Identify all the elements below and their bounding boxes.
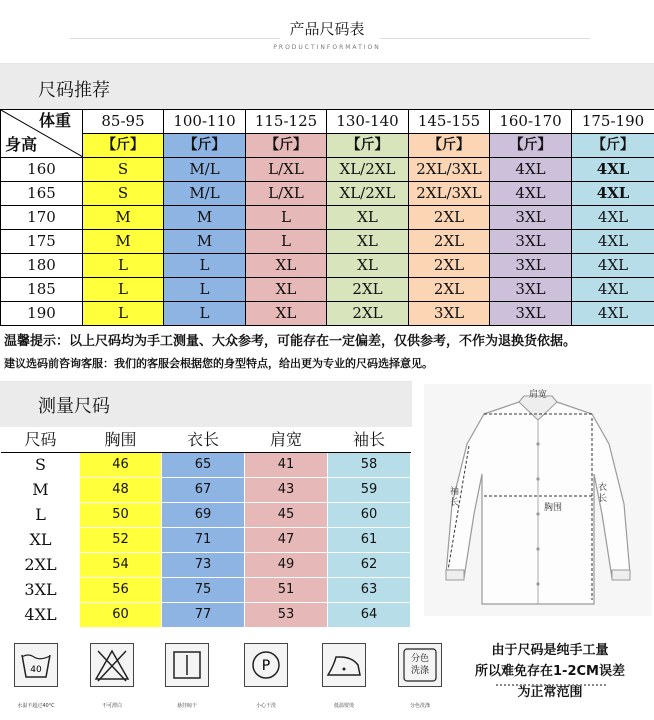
measure-value-cell: 67 [162, 478, 245, 503]
size-cell: 2XL [409, 278, 490, 302]
weight-range-header: 160-170 [490, 110, 572, 134]
measure-value-cell: 71 [162, 528, 245, 553]
weight-range-header: 115-125 [246, 110, 327, 134]
size-cell: M/L [164, 182, 246, 206]
size-cell: 3XL [490, 230, 572, 254]
measure-value-cell: 56 [80, 578, 162, 603]
unit-jin-header: 【斤】 [246, 134, 327, 158]
care-label: 不可漂白 [101, 703, 122, 709]
height-cell: 160 [1, 158, 83, 182]
dry-clean-p-icon [244, 643, 288, 687]
measure-value-cell: 49 [245, 553, 328, 578]
measure-value-cell: 59 [328, 478, 411, 503]
measure-size-cell: S [2, 453, 80, 478]
table-row [1, 182, 654, 206]
care-label: 悬挂晾干 [176, 703, 197, 709]
size-cell: L [164, 278, 246, 302]
measure-size-cell: L [2, 503, 80, 528]
table-row [2, 528, 411, 553]
corner-height-label: 身高 [5, 135, 38, 154]
table-row [2, 478, 411, 503]
size-cell: 3XL [490, 278, 572, 302]
height-cell: 185 [1, 278, 83, 302]
unit-jin-header: 【斤】 [164, 134, 246, 158]
size-cell: 2XL [409, 206, 490, 230]
measure-value-cell: 65 [162, 453, 245, 478]
page-title: 产品尺码表 [289, 20, 365, 38]
measure-header: 肩宽 [245, 428, 328, 453]
size-cell: L [83, 302, 164, 326]
care-label: 小心干洗 [255, 703, 276, 709]
measure-value-cell: 51 [245, 578, 328, 603]
size-cell: 2XL [409, 254, 490, 278]
size-cell: 2XL [327, 278, 409, 302]
measure-value-cell: 60 [80, 603, 162, 628]
weight-range-header: 100-110 [164, 110, 246, 134]
size-cell: XL [327, 206, 409, 230]
measure-value-cell: 64 [328, 603, 411, 628]
shoulder-label: 肩宽 [528, 390, 548, 400]
size-cell: XL [246, 278, 327, 302]
size-cell: 2XL/3XL [409, 158, 490, 182]
measure-value-cell: 54 [80, 553, 162, 578]
weight-range-header: 130-140 [327, 110, 409, 134]
size-cell: L [164, 302, 246, 326]
unit-jin-header: 【斤】 [572, 134, 654, 158]
size-cell: M [164, 206, 246, 230]
size-cell: XL [246, 302, 327, 326]
separate-wash-icon [398, 643, 442, 687]
length-label: 衣长 [598, 483, 608, 504]
measure-value-cell: 60 [328, 503, 411, 528]
measure-value-cell: 45 [245, 503, 328, 528]
size-cell: 3XL [490, 206, 572, 230]
measure-value-cell: 62 [328, 553, 411, 578]
measure-value-cell: 43 [245, 478, 328, 503]
measure-value-cell: 53 [245, 603, 328, 628]
wash-40-icon [14, 643, 58, 687]
recommend-title: 尺码推荐 [38, 80, 110, 101]
table-row [1, 254, 654, 278]
size-cell: 4XL [572, 278, 654, 302]
hang-dry-icon [165, 643, 209, 687]
size-cell: L [246, 230, 327, 254]
size-cell: L/XL [246, 182, 327, 206]
svg-text:P: P [261, 658, 271, 674]
size-cell: 4XL [572, 182, 654, 206]
size-cell: S [83, 182, 164, 206]
unit-jin-header: 【斤】 [83, 134, 164, 158]
measure-size-cell: 2XL [2, 553, 80, 578]
size-cell: 4XL [490, 182, 572, 206]
size-cell: M [83, 230, 164, 254]
no-bleach-icon [90, 643, 134, 687]
measure-header: 胸围 [80, 428, 162, 453]
measure-value-cell: 61 [328, 528, 411, 553]
size-cell: M [83, 206, 164, 230]
height-cell: 165 [1, 182, 83, 206]
measure-value-cell: 73 [162, 553, 245, 578]
size-cell: L [83, 254, 164, 278]
measure-value-cell: 63 [328, 578, 411, 603]
care-label: 低温熨烫 [333, 703, 354, 709]
size-cell: XL [327, 254, 409, 278]
table-row [2, 453, 411, 478]
size-cell: 4XL [572, 230, 654, 254]
size-cell: 3XL [490, 254, 572, 278]
size-cell: 4XL [572, 158, 654, 182]
size-cell: M/L [164, 158, 246, 182]
size-cell: XL/2XL [327, 182, 409, 206]
height-cell: 175 [1, 230, 83, 254]
height-cell: 170 [1, 206, 83, 230]
table-row [1, 206, 654, 230]
measure-title: 测量尺码 [38, 396, 110, 417]
size-cell: L [164, 254, 246, 278]
unit-jin-header: 【斤】 [327, 134, 409, 158]
size-cell: 4XL [572, 206, 654, 230]
measure-value-cell: 69 [162, 503, 245, 528]
measure-value-cell: 48 [80, 478, 162, 503]
measurement-disclaimer [446, 640, 654, 703]
size-cell: 3XL [490, 302, 572, 326]
measure-value-cell: 52 [80, 528, 162, 553]
height-cell: 180 [1, 254, 83, 278]
size-cell: XL/2XL [327, 158, 409, 182]
table-row [2, 578, 411, 603]
sleeve-label: 袖长 [450, 487, 460, 508]
table-corner [1, 110, 83, 158]
size-cell: 2XL [409, 230, 490, 254]
page-subtitle: PRODUCTINFORMATION [273, 44, 381, 51]
measure-header: 尺码 [2, 428, 80, 453]
size-cell: M [164, 230, 246, 254]
size-recommend-table [0, 109, 654, 326]
measure-size-cell: M [2, 478, 80, 503]
measure-value-cell: 47 [245, 528, 328, 553]
table-row [1, 230, 654, 254]
unit-jin-header: 【斤】 [490, 134, 572, 158]
disclaimer-line: 为正常范围 [517, 685, 583, 700]
measure-value-cell: 46 [80, 453, 162, 478]
dotted-divider [496, 684, 606, 688]
measure-value-cell: 58 [328, 453, 411, 478]
separate-wash-text: 分色 洗涤 [410, 654, 429, 676]
size-cell: 4XL [572, 302, 654, 326]
size-cell: L [83, 278, 164, 302]
measure-value-cell: 77 [162, 603, 245, 628]
table-row [1, 158, 654, 182]
table-row [1, 278, 654, 302]
size-cell: L/XL [246, 158, 327, 182]
care-label: 水温不超过40°C [17, 703, 55, 709]
table-row [2, 603, 411, 628]
table-row [2, 553, 411, 578]
measure-size-cell: 4XL [2, 603, 80, 628]
size-cell: S [83, 158, 164, 182]
size-cell: 4XL [490, 158, 572, 182]
disclaimer-line: 由于尺码是纯手工量 [491, 643, 609, 658]
size-cell: 2XL [327, 302, 409, 326]
low-iron-icon [322, 643, 366, 687]
measure-value-cell: 41 [245, 453, 328, 478]
table-row [1, 302, 654, 326]
size-measure-table [1, 427, 411, 628]
measure-size-cell: XL [2, 528, 80, 553]
corner-weight-label: 体重 [39, 111, 72, 130]
size-cell: XL [327, 230, 409, 254]
size-cell: 3XL [409, 302, 490, 326]
height-cell: 190 [1, 302, 83, 326]
size-cell: L [246, 206, 327, 230]
note-consult-service: 建议选码前咨询客服：我们的客服会根据您的身型特点，给出更为专业的尺码选择意见。 [4, 357, 433, 370]
size-cell: 4XL [572, 254, 654, 278]
svg-text:40: 40 [30, 665, 42, 675]
measure-size-cell: 3XL [2, 578, 80, 603]
note-warm-tip: 温馨提示：以上尺码均为手工测量、大众参考，可能存在一定偏差，仅供参考，不作为退换货依据。 [4, 334, 577, 349]
chest-label: 胸围 [544, 503, 563, 513]
disclaimer-line: 所以难免存在1-2CM误差 [475, 664, 625, 679]
unit-jin-header: 【斤】 [409, 134, 490, 158]
measure-value-cell: 75 [162, 578, 245, 603]
weight-range-header: 85-95 [83, 110, 164, 134]
measure-value-cell: 50 [80, 503, 162, 528]
table-row [2, 503, 411, 528]
weight-range-header: 175-190 [572, 110, 654, 134]
measure-header: 衣长 [162, 428, 245, 453]
weight-range-header: 145-155 [409, 110, 490, 134]
size-cell: XL [246, 254, 327, 278]
shirt-diagram [424, 384, 652, 616]
care-label: 分色洗涤 [409, 703, 430, 709]
size-cell: 2XL/3XL [409, 182, 490, 206]
measure-header: 袖长 [328, 428, 411, 453]
